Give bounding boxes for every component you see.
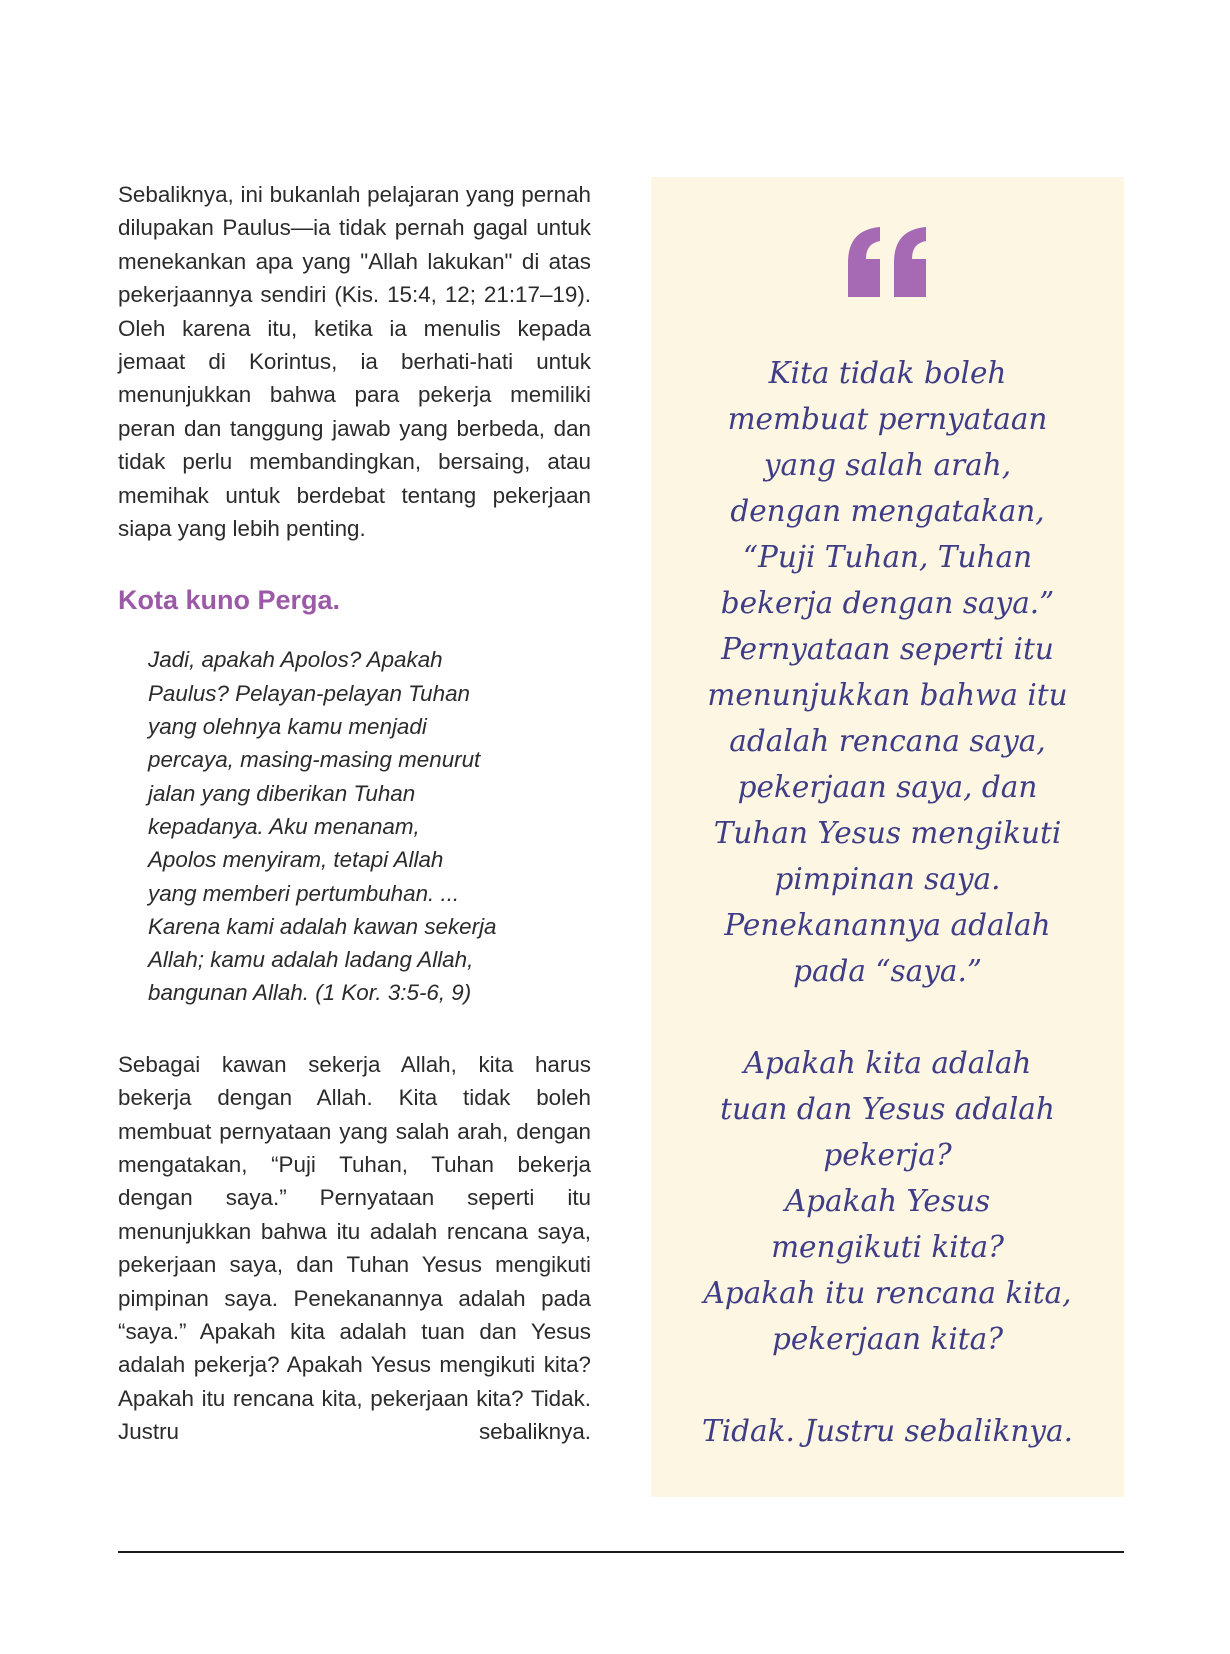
pull-quote-line: Kita tidak boleh [768, 356, 1007, 390]
pull-quote-text [651, 350, 1124, 1454]
pull-quote-line: “Puji Tuhan, Tuhan [742, 540, 1033, 574]
stanza-gap [651, 1362, 1124, 1408]
pull-quote-line: membuat pernyataan [727, 402, 1048, 436]
pull-quote-line: pada “saya.” [793, 954, 982, 988]
pull-quote-line: yang salah arah, [763, 448, 1012, 482]
pull-quote-line: Pernyataan seperti itu [721, 632, 1054, 666]
footer-divider [118, 1551, 1124, 1553]
main-column [118, 178, 591, 1449]
pull-quote-line: Apakah itu rencana kita, [703, 1276, 1072, 1310]
pull-quote-line: Apakah kita adalah [743, 1046, 1032, 1080]
scripture-quote: Jadi, apakah Apolos? Apakah Paulus? Pelayan-pelayan Tuhan yang olehnya kamu menjadi percaya, masing-masing menurut jalan yang diberikan Tuhan kepadanya. Aku menanam, Apolos menyiram, tetapi Allah yang memberi pertumbuhan. ... Karena kami adalah kawan sekerja Allah; kamu adalah ladang Allah, bangunan Allah. (1 Kor. 3:5-6, 9) [148, 647, 497, 1006]
pull-quote-line: pekerjaan kita? [771, 1322, 1004, 1356]
pull-quote-line: pekerja? [823, 1138, 952, 1172]
pull-quote-line: Apakah Yesus [784, 1184, 991, 1218]
pull-quote-line: Penekanannya adalah [724, 908, 1051, 942]
pull-quote-line: bekerja dengan saya.” [720, 586, 1055, 620]
pull-quote-line: menunjukkan bahwa itu [707, 678, 1068, 712]
pull-quote-line: mengikuti kita? [771, 1230, 1004, 1264]
pull-quote-line: Tuhan Yesus mengikuti [713, 816, 1062, 850]
quotation-mark-icon [651, 225, 1124, 345]
stanza-gap [651, 994, 1124, 1040]
closing-paragraph: Sebagai kawan sekerja Allah, kita harus bekerja dengan Allah. Kita tidak boleh membuat pernyataan yang salah arah, dengan mengatakan, “Puji Tuhan, Tuhan bekerja dengan saya.” Pernyataan seperti itu menunjukkan bahwa itu adalah rencana saya, pekerjaan saya, dan Tuhan Yesus mengikuti pimpinan saya. Penekanannya adalah pada “saya.” Apakah kita adalah tuan dan Yesus adalah pekerja? Apakah Yesus mengikuti kita? Apakah itu rencana kita, pekerjaan kita? Tidak. Justru sebaliknya. [118, 1051, 591, 1445]
pull-quote-line: tuan dan Yesus adalah [720, 1092, 1055, 1126]
pull-quote-line: pimpinan saya. [774, 862, 1001, 896]
pull-quote-line: dengan mengatakan, [730, 494, 1045, 528]
pull-quote-line: Tidak. Justru sebaliknya. [702, 1414, 1073, 1448]
section-heading: Kota kuno Perga. [118, 585, 341, 616]
pull-quote-line: adalah rencana saya, [729, 724, 1046, 758]
intro-paragraph: Sebaliknya, ini bukanlah pelajaran yang pernah dilupakan Paulus—ia tidak pernah gagal untuk menekankan apa yang "Allah lakukan" di atas pekerjaannya sendiri (Kis. 15:4, 12; 21:17–19). Oleh karena itu, ketika ia menulis kepada jemaat di Korintus, ia berhati-hati untuk menunjukkan bahwa para pekerja memiliki peran dan tanggung jawab yang berbeda, dan tidak perlu membandingkan, bersaing, atau memihak untuk berdebat tentang pekerjaan siapa yang lebih penting. [118, 182, 591, 542]
pull-quote-line: pekerjaan saya, dan [737, 770, 1038, 804]
pull-quote-box [651, 177, 1124, 1497]
